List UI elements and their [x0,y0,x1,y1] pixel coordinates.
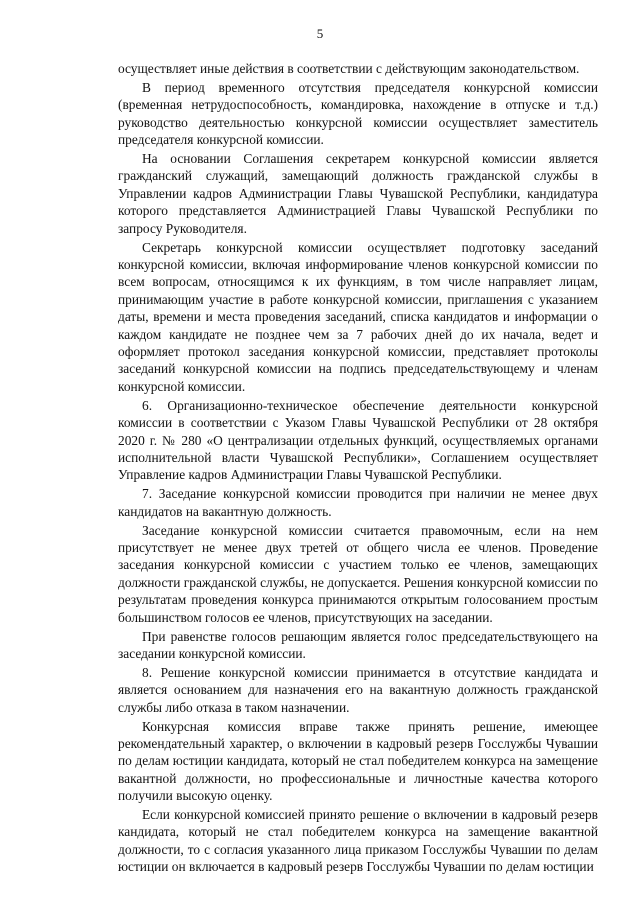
paragraph-tie-vote: При равенстве голосов решающим является голос председательствующего на заседании конкурсной комиссии. [118,628,598,661]
paragraph-item-7: 7. Заседание конкурсной комиссии проводится при наличии не менее двух кандидатов на вакантную должность. [118,486,598,519]
paragraph-item-6: 6. Организационно-техническое обеспечение деятельности конкурсной комиссии в соответствии с Указом Главы Чувашской Республики от 28 октября 2020 г. № 280 «О централизации отдельных функций, осуществляемых органами исполнительной власти Чувашской Республики», Соглашением осуществляет Управление кадров Администрации Главы Чувашской Республики. [118,397,598,483]
paragraph-secretary-appointment: На основании Соглашения секретарем конкурсной комиссии является гражданский служащий, замещающий должность гражданской службы в Управлении кадров Администрации Главы Чувашской Республики, кандидатура которого представляется Администрацией Главы Чувашской Республики по запросу Руководителя. [118,151,598,236]
paragraph-quorum: Заседание конкурсной комиссии считается правомочным, если на нем присутствует не менее двух третей от общего числа ее членов. Проведение заседания конкурсной комиссии с участием только ее членов, замещающих должности гражданской службы, не допускается. Решения конкурсной комиссии по результатам проведения конкурса принимаются открытым голосованием простым большинством голосов ее членов, присутствующих на заседании. [118,522,598,625]
paragraph-item-8: 8. Решение конкурсной комиссии принимается в отсутствие кандидата и является основанием для назначения его на вакантную должность гражданской службы либо отказа в таком назначении. [118,664,598,715]
document-body [118,60,598,877]
paragraph-deputy-chair: В период временного отсутствия председателя конкурсной комиссии (временная нетрудоспособность, командировка, нахождение в отпуске и т.д.) руководство деятельностью конкурсной комиссии осуществляет заместитель председателя конкурсной комиссии. [118,79,598,148]
paragraph-continuation: осуществляет иные действия в соответствии с действующим законодательством. [118,61,580,76]
page-number: 5 [316,26,324,41]
paragraph-reserve-inclusion: Если конкурсной комиссией принято решение о включении в кадровый резерв кандидата, который не стал победителем конкурса на замещение вакантной должности, то с согласия указанного лица приказом Госслужбы Чувашии по делам юстиции он включается в кадровый резерв Госслужбы Чувашии по делам юстиции [118,807,598,875]
paragraph-secretary-duties: Секретарь конкурсной комиссии осуществляет подготовку заседаний конкурсной комиссии, включая информирование членов конкурсной комиссии по всем вопросам, относящимся к их функциям, в том числе направляет лицам, принимающим участие в работе конкурсной комиссии, приглашения с указанием даты, времени и места проведения заседаний, списка кандидатов и информации о каждом кандидате не позднее чем за 7 рабочих дней до их начала, ведет и оформляет протокол заседания конкурсной комиссии, представляет протоколы заседаний конкурсной комиссии на подпись председательствующему и членам конкурсной комиссии. [118,239,598,394]
paragraph-reserve-recommendation: Конкурсная комиссия вправе также принять решение, имеющее рекомендательный характер, о включении в кадровый резерв Госслужбы Чувашии по делам юстиции кандидата, который не стал победителем конкурса на замещение вакантной должности, но профессиональные и личностные качества которого получили высокую оценку. [118,718,598,804]
